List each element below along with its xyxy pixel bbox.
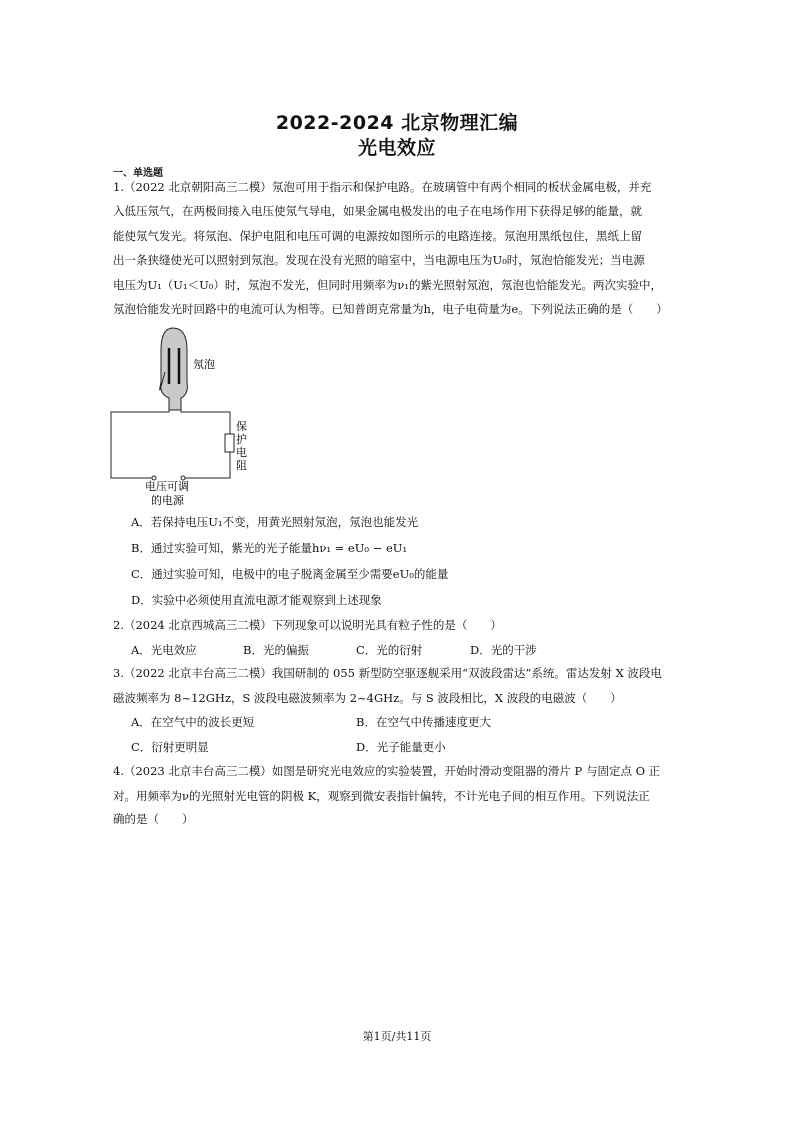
q3-option-b: B．在空气中传播速度更大 bbox=[356, 715, 491, 729]
protective-resistor bbox=[225, 434, 234, 452]
q3-line-1: 3.（2022 北京丰台高三二模）我国研制的 055 新型防空驱逐舰采用“双波段雷达”系统。雷达发射 X 波段电 bbox=[113, 666, 662, 680]
q1-line-3: 能使氖气发光。将氖泡、保护电阻和电压可调的电源按如图所示的电路连接。氖泡用黑纸包住，黑纸上留 bbox=[113, 228, 642, 243]
q4-line-1: 4.（2023 北京丰台高三二模）如图是研究光电效应的实验装置，开始时滑动变阻器的滑片 P 与固定点 O 正 bbox=[113, 764, 661, 778]
q1-option-b: B．通过实验可知，紫光的光子能量hν₁ = eU₀ − eU₁ bbox=[131, 541, 408, 555]
q3-line-2: 磁波频率为 8~12GHz，S 波段电磁波频率为 2~4GHz。与 S 波段相比，X 波段的电磁波（ ） bbox=[113, 691, 622, 705]
q1-line-2: 入低压氖气，在两极间接入电压使氖气导电，如果金属电极发出的电子在电场作用下获得足够的能量，就 bbox=[113, 204, 642, 219]
q2-option-d: D．光的干涉 bbox=[470, 643, 537, 657]
q3-option-a: A．在空气中的波长更短 bbox=[131, 715, 255, 729]
document-title: 2022-2024 北京物理汇编 bbox=[275, 112, 519, 134]
q3-option-d: D．光子能量更小 bbox=[356, 740, 446, 754]
question-1-text bbox=[113, 175, 687, 321]
q1-line-5: 电压为U₁（U₁＜U₀）时，氖泡不发光，但同时用频率为ν₁的紫光照射氖泡，氖泡也恰能发光。两次实验中， bbox=[113, 277, 663, 292]
neon-bulb-circuit-figure bbox=[105, 322, 265, 512]
document-subtitle: 光电效应 bbox=[357, 137, 436, 159]
neon-bulb-icon bbox=[160, 328, 188, 410]
resistor-label-4: 阻 bbox=[236, 459, 247, 472]
resistor-label-1: 保 bbox=[236, 420, 247, 433]
q4-line-2: 对。用频率为ν的光照射光电管的阴极 K，观察到微安表指针偏转，不计光电子间的相互作用。下列说法正 bbox=[113, 789, 650, 803]
section-heading: 一、单选题 bbox=[113, 168, 163, 179]
q1-line-4: 出一条狭缝使光可以照射到氖泡。发现在没有光照的暗室中，当电源电压为U₀时，氖泡恰能发光；当电源 bbox=[113, 253, 645, 268]
q1-option-d: D．实验中必须使用直流电源才能观察到上述现象 bbox=[131, 593, 382, 607]
q2-option-b: B．光的偏振 bbox=[243, 643, 309, 657]
source-label-2: 的电源 bbox=[151, 494, 184, 507]
q1-option-c: C．通过实验可知，电极中的电子脱离金属至少需要eU₀的能量 bbox=[131, 567, 449, 581]
q2-option-a: A．光电效应 bbox=[131, 643, 197, 657]
source-label-1: 电压可调 bbox=[145, 480, 189, 493]
q1-line-1: 1.（2022 北京朝阳高三二模）氖泡可用于指示和保护电路。在玻璃管中有两个相同的板状金属电极，并充 bbox=[113, 180, 652, 194]
resistor-label-2: 护 bbox=[236, 433, 247, 446]
q3-option-c: C．衍射更明显 bbox=[131, 740, 209, 754]
q2-option-c: C．光的衍射 bbox=[356, 643, 423, 657]
q1-option-a: A．若保持电压U₁不变，用黄光照射氖泡，氖泡也能发光 bbox=[131, 515, 419, 529]
q4-line-3: 确的是（ ） bbox=[113, 812, 194, 826]
q1-line-6: 氖泡恰能发光时回路中的电流可认为相等。已知普朗克常量为h，电子电荷量为e。下列说法正确的是（ ） bbox=[113, 302, 668, 317]
page-footer: 第1页/共11页 bbox=[362, 1030, 432, 1043]
bulb-label: 氖泡 bbox=[193, 358, 215, 371]
question-2-text: 2.（2024 北京西城高三二模）下列现象可以说明光具有粒子性的是（ ） bbox=[113, 618, 502, 632]
resistor-label-3: 电 bbox=[236, 446, 247, 459]
